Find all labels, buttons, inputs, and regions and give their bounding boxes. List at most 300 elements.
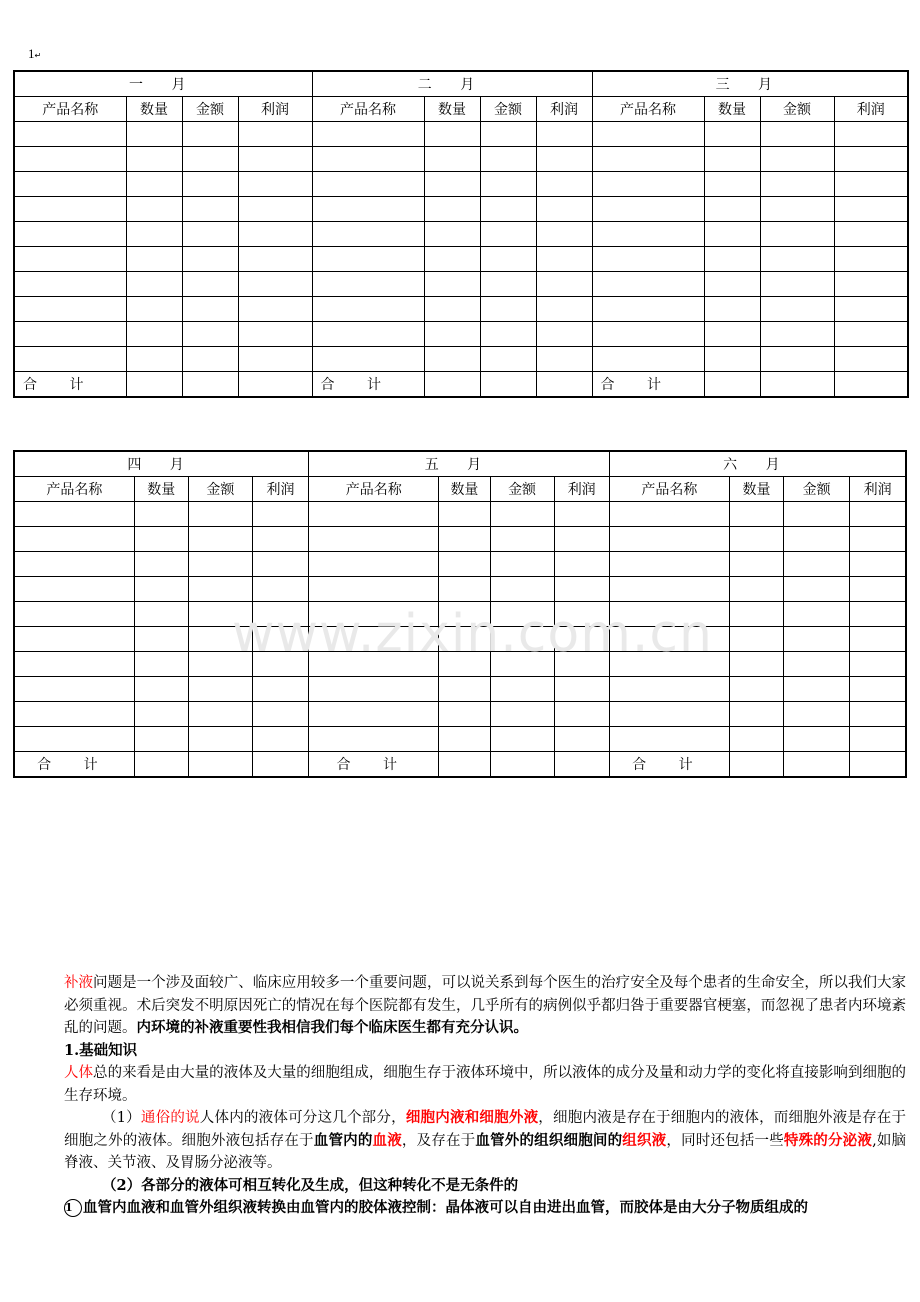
table-cell[interactable]	[730, 652, 784, 677]
table-cell[interactable]	[536, 322, 592, 347]
table-cell[interactable]	[182, 297, 238, 322]
table-cell[interactable]	[850, 552, 906, 577]
table-cell[interactable]	[14, 297, 126, 322]
table-cell[interactable]	[834, 297, 908, 322]
table-cell[interactable]	[760, 147, 834, 172]
table-cell[interactable]	[850, 502, 906, 527]
table-cell[interactable]	[182, 197, 238, 222]
table-cell[interactable]	[480, 197, 536, 222]
table-cell[interactable]	[784, 552, 850, 577]
table-cell[interactable]	[182, 247, 238, 272]
table-cell[interactable]	[554, 677, 609, 702]
table-cell[interactable]	[784, 677, 850, 702]
table-cell[interactable]	[760, 372, 834, 398]
table-cell[interactable]	[252, 577, 308, 602]
column-header: 产品名称	[14, 477, 134, 502]
table-cell[interactable]	[188, 677, 252, 702]
table-cell[interactable]	[784, 727, 850, 752]
table-cell[interactable]	[182, 147, 238, 172]
table-cell[interactable]	[609, 702, 729, 727]
table-cell[interactable]	[424, 272, 480, 297]
table-cell[interactable]	[14, 272, 126, 297]
table-cell[interactable]	[592, 347, 704, 372]
table-cell[interactable]	[760, 122, 834, 147]
table-cell[interactable]	[252, 502, 308, 527]
table-cell[interactable]	[439, 702, 490, 727]
table-cell[interactable]	[188, 752, 252, 778]
table-cell[interactable]	[592, 122, 704, 147]
column-header: 数量	[730, 477, 784, 502]
text-run: ，及存在于	[401, 1132, 476, 1149]
table-cell[interactable]	[704, 347, 760, 372]
table-cell[interactable]	[834, 372, 908, 398]
table-cell[interactable]	[490, 677, 554, 702]
page-number-text: 1	[28, 46, 35, 61]
table-cell[interactable]	[784, 577, 850, 602]
table-cell[interactable]	[252, 527, 308, 552]
table-cell[interactable]	[14, 652, 134, 677]
month-header: 四 月	[14, 451, 309, 477]
table-cell[interactable]	[490, 702, 554, 727]
month-header: 三 月	[592, 71, 908, 97]
table-cell[interactable]	[439, 527, 490, 552]
table-cell[interactable]	[704, 247, 760, 272]
table-cell[interactable]	[834, 347, 908, 372]
table-cell[interactable]	[730, 577, 784, 602]
table-cell[interactable]	[850, 702, 906, 727]
table-cell[interactable]	[784, 652, 850, 677]
table-row	[14, 122, 908, 147]
table-cell[interactable]	[554, 527, 609, 552]
table-cell[interactable]	[592, 322, 704, 347]
month-header-row	[14, 71, 908, 97]
table-cell[interactable]	[480, 122, 536, 147]
month-header-row	[14, 451, 906, 477]
table-cell[interactable]	[480, 272, 536, 297]
month-header: 六 月	[609, 451, 906, 477]
text-run: 血管内血液和血管外组织液转换由血管内的胶体液控制：晶体液可以自由进出血管，而胶体是由大分子物质组成的	[83, 1199, 808, 1216]
table-cell[interactable]	[784, 502, 850, 527]
column-header: 利润	[850, 477, 906, 502]
table-cell[interactable]	[14, 222, 126, 247]
table-cell[interactable]	[704, 172, 760, 197]
table-cell[interactable]	[14, 502, 134, 527]
table-cell[interactable]	[182, 272, 238, 297]
table-row	[14, 552, 906, 577]
table-cell[interactable]	[480, 172, 536, 197]
table-cell[interactable]	[312, 172, 424, 197]
table-cell[interactable]	[424, 197, 480, 222]
table-cell[interactable]	[439, 727, 490, 752]
table-cell[interactable]	[730, 752, 784, 778]
table-cell[interactable]	[14, 347, 126, 372]
table-cell[interactable]	[134, 602, 188, 627]
table-cell[interactable]	[126, 222, 182, 247]
column-header: 产品名称	[609, 477, 729, 502]
table-cell[interactable]	[126, 297, 182, 322]
table-cell[interactable]	[14, 172, 126, 197]
table-cell[interactable]	[834, 122, 908, 147]
table-cell[interactable]	[134, 752, 188, 778]
table-cell[interactable]	[126, 122, 182, 147]
table-cell[interactable]	[730, 727, 784, 752]
page-number	[28, 46, 41, 62]
table-cell[interactable]	[490, 502, 554, 527]
column-header-row	[14, 477, 906, 502]
text-run: （1）	[102, 1110, 141, 1126]
table-cell[interactable]	[424, 372, 480, 398]
table-cell[interactable]	[309, 552, 439, 577]
text-run: 问题是一个涉及面较广、临床应用较多一个重要问题，可以说关系到每个医生的治疗安全及每个患者的生命安全，所以我们大家必须重视。术后突发不明原因死亡的情况在每个医院都有发生，几乎所有的病例似乎都归咎于重要器官梗塞，而忽视了患者内环境紊乱的问题。	[64, 975, 907, 1036]
table-cell[interactable]	[554, 702, 609, 727]
table-cell[interactable]	[730, 702, 784, 727]
column-header: 金额	[490, 477, 554, 502]
blank-rows	[14, 122, 908, 372]
table-cell[interactable]	[536, 122, 592, 147]
table-cell[interactable]	[609, 527, 729, 552]
table-cell[interactable]	[126, 372, 182, 398]
table-cell[interactable]	[312, 197, 424, 222]
table-cell[interactable]	[850, 752, 906, 778]
table-row	[14, 147, 908, 172]
table-cell[interactable]	[554, 727, 609, 752]
table-cell[interactable]	[14, 322, 126, 347]
table-cell[interactable]	[554, 502, 609, 527]
table-cell[interactable]	[126, 272, 182, 297]
table-cell[interactable]	[439, 552, 490, 577]
table-cell[interactable]	[784, 627, 850, 652]
column-header: 数量	[424, 97, 480, 122]
table-cell[interactable]	[609, 727, 729, 752]
table-cell[interactable]	[238, 297, 312, 322]
table-cell[interactable]	[238, 272, 312, 297]
table-cell[interactable]	[704, 297, 760, 322]
table-cell[interactable]	[14, 197, 126, 222]
table-cell[interactable]	[182, 222, 238, 247]
article-body	[64, 972, 906, 1220]
table-cell[interactable]	[609, 677, 729, 702]
table-cell[interactable]	[536, 147, 592, 172]
table-cell[interactable]	[760, 322, 834, 347]
table-cell[interactable]	[704, 222, 760, 247]
total-row	[14, 372, 908, 398]
table-cell[interactable]	[134, 527, 188, 552]
total-label: 合 计	[14, 372, 126, 398]
table-cell[interactable]	[609, 577, 729, 602]
table-cell[interactable]	[14, 702, 134, 727]
table-cell[interactable]	[834, 197, 908, 222]
paragraph	[64, 1107, 906, 1175]
table-cell[interactable]	[536, 172, 592, 197]
table-cell[interactable]	[238, 322, 312, 347]
table-cell[interactable]	[182, 347, 238, 372]
table-cell[interactable]	[134, 577, 188, 602]
total-label: 合 计	[609, 752, 729, 778]
table-cell[interactable]	[252, 677, 308, 702]
table-cell[interactable]	[126, 347, 182, 372]
table-cell[interactable]	[784, 527, 850, 552]
table-cell[interactable]	[850, 627, 906, 652]
column-header: 金额	[480, 97, 536, 122]
table-cell[interactable]	[834, 147, 908, 172]
column-header: 利润	[238, 97, 312, 122]
table-cell[interactable]	[182, 372, 238, 398]
paragraph-mark-icon: ↵	[34, 51, 42, 60]
table-cell[interactable]	[312, 247, 424, 272]
table-cell[interactable]	[490, 527, 554, 552]
column-header: 数量	[134, 477, 188, 502]
emphasis: 血管内的	[313, 1131, 373, 1149]
table-cell[interactable]	[536, 222, 592, 247]
table-cell[interactable]	[182, 322, 238, 347]
text-run: 总的来看是由大量的液体及大量的细胞组成，细胞生存于液体环境中，所以液体的成分及量和动力学的变化将直接影响到细胞的生存环境。	[64, 1065, 907, 1104]
table-cell[interactable]	[188, 527, 252, 552]
table-cell[interactable]	[312, 222, 424, 247]
table-cell[interactable]	[252, 727, 308, 752]
table-cell[interactable]	[760, 272, 834, 297]
table-cell[interactable]	[760, 347, 834, 372]
column-header: 金额	[784, 477, 850, 502]
table-cell[interactable]	[490, 577, 554, 602]
table-cell[interactable]	[134, 627, 188, 652]
table-cell[interactable]	[312, 322, 424, 347]
table-cell[interactable]	[14, 602, 134, 627]
keyword: 通俗的说	[140, 1110, 200, 1126]
table-cell[interactable]	[126, 247, 182, 272]
table-cell[interactable]	[134, 652, 188, 677]
table-cell[interactable]	[609, 552, 729, 577]
table-cell[interactable]	[14, 247, 126, 272]
table-cell[interactable]	[536, 372, 592, 398]
table-cell[interactable]	[704, 197, 760, 222]
table-cell[interactable]	[439, 752, 490, 778]
table-cell[interactable]	[182, 122, 238, 147]
table-cell[interactable]	[730, 627, 784, 652]
table-cell[interactable]	[592, 172, 704, 197]
table-cell[interactable]	[490, 752, 554, 778]
table-cell[interactable]	[309, 727, 439, 752]
table-cell[interactable]	[592, 197, 704, 222]
table-cell[interactable]	[480, 322, 536, 347]
table-cell[interactable]	[536, 297, 592, 322]
keyword: 补液	[64, 975, 94, 991]
table-row	[14, 297, 908, 322]
table-row	[14, 727, 906, 752]
intro-paragraph	[64, 972, 906, 1040]
table-cell[interactable]	[238, 247, 312, 272]
table-cell[interactable]	[424, 322, 480, 347]
table-cell[interactable]	[480, 297, 536, 322]
table-cell[interactable]	[834, 172, 908, 197]
keyword: 组织液	[622, 1131, 667, 1149]
table-cell[interactable]	[424, 172, 480, 197]
column-header: 产品名称	[309, 477, 439, 502]
text-run: ，细胞内液是存在于细胞内的液体，而细胞外液是存在于细胞之外的液体。细胞外液包括存在于	[64, 1110, 907, 1149]
table-cell[interactable]	[188, 502, 252, 527]
table-cell[interactable]	[554, 552, 609, 577]
table-cell[interactable]	[238, 197, 312, 222]
table-cell[interactable]	[424, 297, 480, 322]
sales-table-q1	[13, 70, 909, 398]
table-cell[interactable]	[554, 752, 609, 778]
table-cell[interactable]	[592, 147, 704, 172]
table-cell[interactable]	[238, 122, 312, 147]
table-cell[interactable]	[850, 577, 906, 602]
table-cell[interactable]	[134, 502, 188, 527]
table-cell[interactable]	[424, 247, 480, 272]
table-cell[interactable]	[834, 272, 908, 297]
table-cell[interactable]	[704, 147, 760, 172]
table-cell[interactable]	[424, 122, 480, 147]
circled-number-icon: 1	[64, 1199, 82, 1217]
table-cell[interactable]	[424, 222, 480, 247]
table-cell[interactable]	[238, 372, 312, 398]
table-cell[interactable]	[134, 552, 188, 577]
table-cell[interactable]	[14, 677, 134, 702]
table-cell[interactable]	[238, 347, 312, 372]
table-cell[interactable]	[730, 677, 784, 702]
table-cell[interactable]	[536, 197, 592, 222]
table-cell[interactable]	[536, 272, 592, 297]
table-cell[interactable]	[312, 297, 424, 322]
table-cell[interactable]	[490, 727, 554, 752]
table-cell[interactable]	[490, 552, 554, 577]
table-cell[interactable]	[252, 702, 308, 727]
table-cell[interactable]	[730, 527, 784, 552]
table-cell[interactable]	[14, 527, 134, 552]
table-cell[interactable]	[609, 502, 729, 527]
table-cell[interactable]	[850, 727, 906, 752]
table-cell[interactable]	[834, 247, 908, 272]
column-header: 金额	[182, 97, 238, 122]
table-cell[interactable]	[760, 197, 834, 222]
month-header: 二 月	[312, 71, 592, 97]
text-run: ，同时还包括一些	[666, 1132, 784, 1149]
table-cell[interactable]	[760, 222, 834, 247]
column-header: 产品名称	[312, 97, 424, 122]
table-cell[interactable]	[238, 222, 312, 247]
table-cell[interactable]	[439, 677, 490, 702]
table-cell[interactable]	[536, 247, 592, 272]
table-cell[interactable]	[309, 577, 439, 602]
table-cell[interactable]	[480, 147, 536, 172]
table-row	[14, 577, 906, 602]
text-run: ,如脑脊液、关节液、及胃肠分泌液等。	[64, 1132, 907, 1171]
table-cell[interactable]	[126, 147, 182, 172]
table-cell[interactable]	[480, 372, 536, 398]
table-cell[interactable]	[730, 502, 784, 527]
table-cell[interactable]	[14, 727, 134, 752]
table-cell[interactable]	[188, 552, 252, 577]
table-cell[interactable]	[704, 322, 760, 347]
table-cell[interactable]	[850, 602, 906, 627]
table-cell[interactable]	[126, 172, 182, 197]
table-cell[interactable]	[592, 297, 704, 322]
table-cell[interactable]	[14, 552, 134, 577]
table-cell[interactable]	[704, 372, 760, 398]
table-cell[interactable]	[730, 552, 784, 577]
table-cell[interactable]	[188, 577, 252, 602]
table-cell[interactable]	[554, 577, 609, 602]
table-cell[interactable]	[14, 147, 126, 172]
table-cell[interactable]	[592, 222, 704, 247]
month-header: 一 月	[14, 71, 312, 97]
column-header: 数量	[439, 477, 490, 502]
table-cell[interactable]	[834, 322, 908, 347]
table-cell[interactable]	[238, 147, 312, 172]
table-cell[interactable]	[134, 727, 188, 752]
table-cell[interactable]	[850, 527, 906, 552]
table-cell[interactable]	[14, 577, 134, 602]
table-cell[interactable]	[760, 247, 834, 272]
table-cell[interactable]	[834, 222, 908, 247]
table-cell[interactable]	[760, 297, 834, 322]
table-row	[14, 172, 908, 197]
subsection-heading: （2）各部分的液体可相互转化及生成，但这种转化不是无条件的	[102, 1176, 519, 1194]
table-cell[interactable]	[784, 702, 850, 727]
table-cell[interactable]	[309, 702, 439, 727]
table-cell[interactable]	[252, 552, 308, 577]
table-cell[interactable]	[760, 172, 834, 197]
table-cell[interactable]	[312, 347, 424, 372]
table-cell[interactable]	[309, 677, 439, 702]
table-cell[interactable]	[126, 322, 182, 347]
table-cell[interactable]	[536, 347, 592, 372]
table-cell[interactable]	[480, 247, 536, 272]
table-cell[interactable]	[182, 172, 238, 197]
table-row	[14, 677, 906, 702]
table-cell[interactable]	[439, 502, 490, 527]
table-cell[interactable]	[312, 272, 424, 297]
column-header: 产品名称	[592, 97, 704, 122]
table-cell[interactable]	[188, 702, 252, 727]
table-cell[interactable]	[730, 602, 784, 627]
table-cell[interactable]	[424, 147, 480, 172]
table-cell[interactable]	[309, 527, 439, 552]
total-label: 合 计	[592, 372, 704, 398]
table-cell[interactable]	[252, 752, 308, 778]
table-cell[interactable]	[312, 122, 424, 147]
column-header: 数量	[126, 97, 182, 122]
total-row	[14, 752, 906, 778]
column-header: 利润	[536, 97, 592, 122]
table-cell[interactable]	[312, 147, 424, 172]
table-cell[interactable]	[784, 752, 850, 778]
keyword: 特殊的分泌液	[783, 1131, 873, 1149]
table-cell[interactable]	[309, 502, 439, 527]
table-cell[interactable]	[238, 172, 312, 197]
table-cell[interactable]	[134, 702, 188, 727]
table-cell[interactable]	[126, 197, 182, 222]
table-cell[interactable]	[784, 602, 850, 627]
table-cell[interactable]	[134, 677, 188, 702]
table-cell[interactable]	[704, 272, 760, 297]
table-cell[interactable]	[704, 122, 760, 147]
table-cell[interactable]	[439, 577, 490, 602]
table-cell[interactable]	[424, 347, 480, 372]
table-cell[interactable]	[480, 347, 536, 372]
table-cell[interactable]	[850, 652, 906, 677]
column-header: 金额	[760, 97, 834, 122]
table-cell[interactable]	[480, 222, 536, 247]
table-cell[interactable]	[592, 272, 704, 297]
table-row	[14, 347, 908, 372]
table-cell[interactable]	[14, 122, 126, 147]
table-cell[interactable]	[592, 247, 704, 272]
table-cell[interactable]	[850, 677, 906, 702]
table-cell[interactable]	[14, 627, 134, 652]
table-cell[interactable]	[188, 727, 252, 752]
